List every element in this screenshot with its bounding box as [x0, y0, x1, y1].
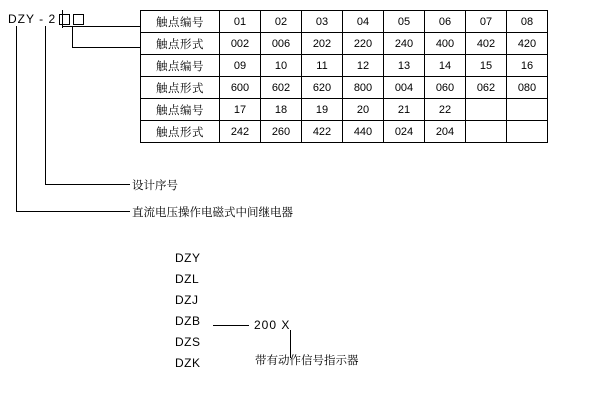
cell: 800	[343, 77, 384, 99]
cell: 08	[507, 11, 548, 33]
leader-num-horizontal	[62, 26, 140, 27]
row-header: 触点形式	[141, 33, 220, 55]
cell: 080	[507, 77, 548, 99]
cell	[507, 99, 548, 121]
table-row	[141, 77, 548, 99]
annotation-product-name: 直流电压操作电磁式中间继电器	[132, 207, 293, 219]
series-connector-line	[213, 325, 249, 326]
cell: 202	[302, 33, 343, 55]
cell: 11	[302, 55, 343, 77]
annotation-design-serial: 设计序号	[132, 180, 178, 192]
cell: 600	[220, 77, 261, 99]
table-row	[141, 55, 548, 77]
cell: 01	[220, 11, 261, 33]
row-header: 触点编号	[141, 55, 220, 77]
cell: 422	[302, 121, 343, 143]
contact-table	[140, 10, 548, 143]
cell: 10	[261, 55, 302, 77]
leader-contact-vertical	[72, 26, 73, 48]
cell: 024	[384, 121, 425, 143]
model-code-prefix: DZY - 2	[8, 12, 57, 26]
cell: 22	[425, 99, 466, 121]
cell	[466, 99, 507, 121]
cell: 006	[261, 33, 302, 55]
cell: 420	[507, 33, 548, 55]
table-row	[141, 33, 548, 55]
cell: 14	[425, 55, 466, 77]
cell: 440	[343, 121, 384, 143]
cell: 402	[466, 33, 507, 55]
series-list	[175, 248, 201, 374]
cell: 20	[343, 99, 384, 121]
cell: 060	[425, 77, 466, 99]
cell: 240	[384, 33, 425, 55]
series-item: DZL	[175, 272, 200, 286]
series-item: DZK	[175, 356, 201, 370]
cell: 260	[261, 121, 302, 143]
cell: 21	[384, 99, 425, 121]
series-item: DZY	[175, 251, 201, 265]
cell: 06	[425, 11, 466, 33]
table-row	[141, 121, 548, 143]
model-code	[8, 12, 84, 26]
model-code-box-2	[73, 14, 84, 25]
row-header: 触点形式	[141, 77, 220, 99]
row-header: 触点编号	[141, 99, 220, 121]
leader-design-vertical	[45, 26, 46, 184]
leader-design-horizontal	[45, 184, 130, 185]
cell: 02	[261, 11, 302, 33]
cell: 204	[425, 121, 466, 143]
row-header: 触点编号	[141, 11, 220, 33]
cell	[466, 121, 507, 143]
cell: 12	[343, 55, 384, 77]
series-item: DZJ	[175, 293, 199, 307]
indicator-note: 带有动作信号指示器	[255, 355, 359, 367]
cell: 062	[466, 77, 507, 99]
row-header: 触点形式	[141, 121, 220, 143]
cell: 220	[343, 33, 384, 55]
cell: 13	[384, 55, 425, 77]
table-row	[141, 99, 548, 121]
model-code-box-1	[59, 14, 70, 25]
series-item: DZB	[175, 314, 201, 328]
cell: 04	[343, 11, 384, 33]
series-suffix: 200 X	[254, 318, 291, 332]
leader-product-horizontal	[16, 211, 130, 212]
cell: 18	[261, 99, 302, 121]
table-row	[141, 11, 548, 33]
cell: 16	[507, 55, 548, 77]
cell: 400	[425, 33, 466, 55]
cell: 620	[302, 77, 343, 99]
contact-table-body	[141, 11, 548, 143]
cell: 09	[220, 55, 261, 77]
cell: 19	[302, 99, 343, 121]
cell: 17	[220, 99, 261, 121]
cell: 03	[302, 11, 343, 33]
cell: 05	[384, 11, 425, 33]
cell: 002	[220, 33, 261, 55]
leader-contact-horizontal	[72, 47, 140, 48]
leader-product-vertical	[16, 26, 17, 211]
cell: 07	[466, 11, 507, 33]
cell	[507, 121, 548, 143]
cell: 004	[384, 77, 425, 99]
cell: 15	[466, 55, 507, 77]
cell: 602	[261, 77, 302, 99]
contact-table-wrap	[140, 10, 548, 143]
series-item: DZS	[175, 335, 201, 349]
cell: 242	[220, 121, 261, 143]
leader-num-riser	[62, 10, 63, 27]
